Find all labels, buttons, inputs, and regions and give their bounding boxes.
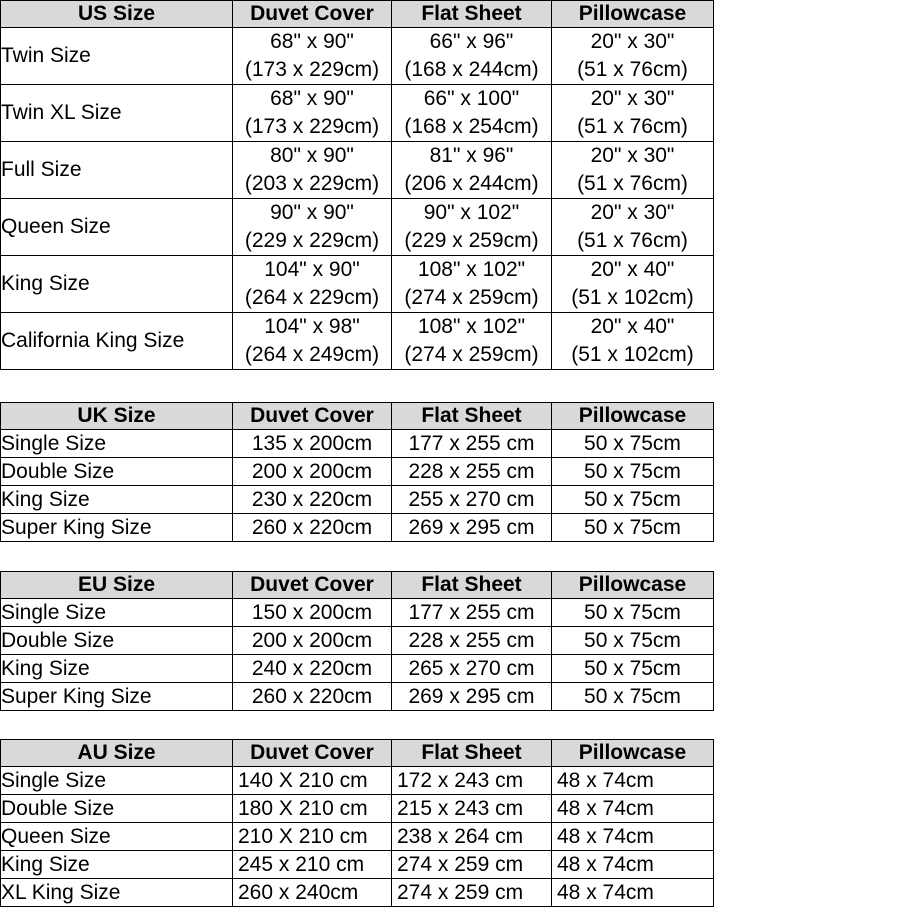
us-size-table (0, 0, 714, 370)
table-row (1, 851, 714, 879)
table-row (1, 823, 714, 851)
size-label: King Size (1, 851, 233, 879)
cm-value: (168 x 244cm) (404, 58, 539, 81)
duvet-cell (233, 313, 392, 370)
inch-value: 81" x 96" (429, 144, 514, 167)
size-label: Super King Size (1, 514, 233, 542)
flat-sheet-cell: 269 x 295 cm (392, 514, 552, 542)
pillowcase-cell: 50 x 75cm (552, 655, 714, 683)
header-cell-size: EU Size (1, 572, 233, 599)
size-label: Double Size (1, 458, 233, 486)
duvet-cell: 140 X 210 cm (233, 767, 392, 795)
inch-value: 68" x 90" (270, 30, 354, 53)
inch-value: 20" x 30" (590, 30, 675, 53)
pillowcase-cell: 50 x 75cm (552, 486, 714, 514)
header-cell-flat-sheet: Flat Sheet (392, 403, 552, 430)
flat-sheet-cell (392, 85, 552, 142)
inch-value: 90" x 90" (270, 201, 354, 224)
duvet-cell: 260 x 220cm (233, 514, 392, 542)
cm-value: (264 x 229cm) (244, 286, 380, 309)
flat-sheet-cell: 177 x 255 cm (392, 430, 552, 458)
pillowcase-cell (552, 85, 714, 142)
inch-value: 108" x 102" (417, 258, 526, 281)
flat-sheet-cell: 274 x 259 cm (392, 851, 552, 879)
inch-value: 80" x 90" (270, 144, 354, 167)
pillowcase-cell (552, 256, 714, 313)
cm-value: (51 x 76cm) (577, 115, 688, 138)
inch-value: 90" x 102" (423, 201, 520, 224)
size-label: Queen Size (1, 823, 233, 851)
inch-value: 104" x 98" (264, 315, 360, 338)
cm-value: (264 x 249cm) (244, 343, 380, 366)
flat-sheet-cell: 274 x 259 cm (392, 879, 552, 907)
cm-value: (51 x 76cm) (577, 58, 688, 81)
duvet-cell: 230 x 220cm (233, 486, 392, 514)
size-label: King Size (1, 655, 233, 683)
table-row (1, 514, 714, 542)
header-cell-size: UK Size (1, 403, 233, 430)
header-cell-duvet: Duvet Cover (233, 403, 392, 430)
table-row (1, 313, 714, 370)
duvet-cell (233, 85, 392, 142)
duvet-cell (233, 256, 392, 313)
inch-value: 66" x 100" (423, 87, 520, 110)
inch-value: 20" x 40" (590, 315, 675, 338)
inch-value: 20" x 30" (590, 201, 675, 224)
pillowcase-cell: 48 x 74cm (552, 823, 714, 851)
cm-value: (51 x 76cm) (577, 229, 688, 252)
table-row (1, 627, 714, 655)
size-label: Twin Size (1, 28, 233, 85)
header-cell-pillowcase: Pillowcase (552, 740, 714, 767)
table-row (1, 256, 714, 313)
cm-value: (229 x 259cm) (404, 229, 539, 252)
size-label: Twin XL Size (1, 85, 233, 142)
cm-value: (206 x 244cm) (404, 172, 539, 195)
flat-sheet-cell: 228 x 255 cm (392, 458, 552, 486)
pillowcase-cell (552, 313, 714, 370)
pillowcase-cell: 48 x 74cm (552, 851, 714, 879)
duvet-cell: 200 x 200cm (233, 458, 392, 486)
inch-value: 108" x 102" (417, 315, 526, 338)
header-cell-pillowcase: Pillowcase (552, 1, 714, 28)
pillowcase-cell: 50 x 75cm (552, 458, 714, 486)
header-cell-size: AU Size (1, 740, 233, 767)
flat-sheet-cell: 265 x 270 cm (392, 655, 552, 683)
pillowcase-cell (552, 199, 714, 256)
table-header-row (1, 403, 714, 430)
uk-size-table (0, 402, 714, 542)
header-cell-duvet: Duvet Cover (233, 1, 392, 28)
flat-sheet-cell: 177 x 255 cm (392, 599, 552, 627)
flat-sheet-cell (392, 199, 552, 256)
cm-value: (173 x 229cm) (244, 115, 380, 138)
size-label: XL King Size (1, 879, 233, 907)
pillowcase-cell: 50 x 75cm (552, 514, 714, 542)
header-cell-flat-sheet: Flat Sheet (392, 740, 552, 767)
table-row (1, 683, 714, 711)
duvet-cell: 135 x 200cm (233, 430, 392, 458)
table-row (1, 142, 714, 199)
pillowcase-cell: 50 x 75cm (552, 430, 714, 458)
pillowcase-cell: 50 x 75cm (552, 683, 714, 711)
pillowcase-cell: 50 x 75cm (552, 627, 714, 655)
inch-value: 66" x 96" (429, 30, 514, 53)
header-cell-flat-sheet: Flat Sheet (392, 572, 552, 599)
pillowcase-cell (552, 28, 714, 85)
duvet-cell: 200 x 200cm (233, 627, 392, 655)
flat-sheet-cell: 238 x 264 cm (392, 823, 552, 851)
inch-value: 20" x 40" (590, 258, 675, 281)
flat-sheet-cell: 228 x 255 cm (392, 627, 552, 655)
au-size-table (0, 739, 714, 907)
pillowcase-cell: 48 x 74cm (552, 795, 714, 823)
pillowcase-cell: 50 x 75cm (552, 599, 714, 627)
table-row (1, 795, 714, 823)
cm-value: (229 x 229cm) (244, 229, 380, 252)
cm-value: (168 x 254cm) (404, 115, 539, 138)
inch-value: 20" x 30" (590, 87, 675, 110)
size-label: California King Size (1, 313, 233, 370)
cm-value: (274 x 259cm) (404, 286, 539, 309)
size-label: King Size (1, 256, 233, 313)
header-cell-duvet: Duvet Cover (233, 572, 392, 599)
flat-sheet-cell: 269 x 295 cm (392, 683, 552, 711)
duvet-cell: 245 x 210 cm (233, 851, 392, 879)
table-header-row (1, 572, 714, 599)
table-row (1, 458, 714, 486)
table-row (1, 28, 714, 85)
duvet-cell: 240 x 220cm (233, 655, 392, 683)
cm-value: (51 x 76cm) (577, 172, 688, 195)
flat-sheet-cell (392, 313, 552, 370)
header-cell-flat-sheet: Flat Sheet (392, 1, 552, 28)
size-label: Double Size (1, 795, 233, 823)
header-cell-pillowcase: Pillowcase (552, 572, 714, 599)
flat-sheet-cell (392, 28, 552, 85)
flat-sheet-cell: 255 x 270 cm (392, 486, 552, 514)
table-row (1, 486, 714, 514)
size-label: Full Size (1, 142, 233, 199)
pillowcase-cell (552, 142, 714, 199)
size-label: Queen Size (1, 199, 233, 256)
eu-size-table (0, 571, 714, 711)
flat-sheet-cell (392, 142, 552, 199)
flat-sheet-cell (392, 256, 552, 313)
header-cell-size: US Size (1, 1, 233, 28)
duvet-cell (233, 142, 392, 199)
duvet-cell: 180 X 210 cm (233, 795, 392, 823)
cm-value: (51 x 102cm) (571, 286, 694, 309)
duvet-cell: 210 X 210 cm (233, 823, 392, 851)
flat-sheet-cell: 172 x 243 cm (392, 767, 552, 795)
flat-sheet-cell: 215 x 243 cm (392, 795, 552, 823)
table-row (1, 199, 714, 256)
size-label: Single Size (1, 430, 233, 458)
header-cell-pillowcase: Pillowcase (552, 403, 714, 430)
table-header-row (1, 1, 714, 28)
header-cell-duvet: Duvet Cover (233, 740, 392, 767)
table-row (1, 767, 714, 795)
pillowcase-cell: 48 x 74cm (552, 767, 714, 795)
inch-value: 104" x 90" (264, 258, 360, 281)
duvet-cell: 150 x 200cm (233, 599, 392, 627)
size-label: King Size (1, 486, 233, 514)
size-label: Single Size (1, 767, 233, 795)
cm-value: (203 x 229cm) (244, 172, 380, 195)
table-row (1, 879, 714, 907)
table-row (1, 599, 714, 627)
pillowcase-cell: 48 x 74cm (552, 879, 714, 907)
duvet-cell (233, 199, 392, 256)
cm-value: (274 x 259cm) (404, 343, 539, 366)
table-header-row (1, 740, 714, 767)
table-row (1, 655, 714, 683)
size-label: Single Size (1, 599, 233, 627)
inch-value: 68" x 90" (270, 87, 354, 110)
inch-value: 20" x 30" (590, 144, 675, 167)
duvet-cell (233, 28, 392, 85)
duvet-cell: 260 x 240cm (233, 879, 392, 907)
cm-value: (173 x 229cm) (244, 58, 380, 81)
size-label: Super King Size (1, 683, 233, 711)
table-row (1, 85, 714, 142)
size-label: Double Size (1, 627, 233, 655)
table-row (1, 430, 714, 458)
duvet-cell: 260 x 220cm (233, 683, 392, 711)
cm-value: (51 x 102cm) (571, 343, 694, 366)
